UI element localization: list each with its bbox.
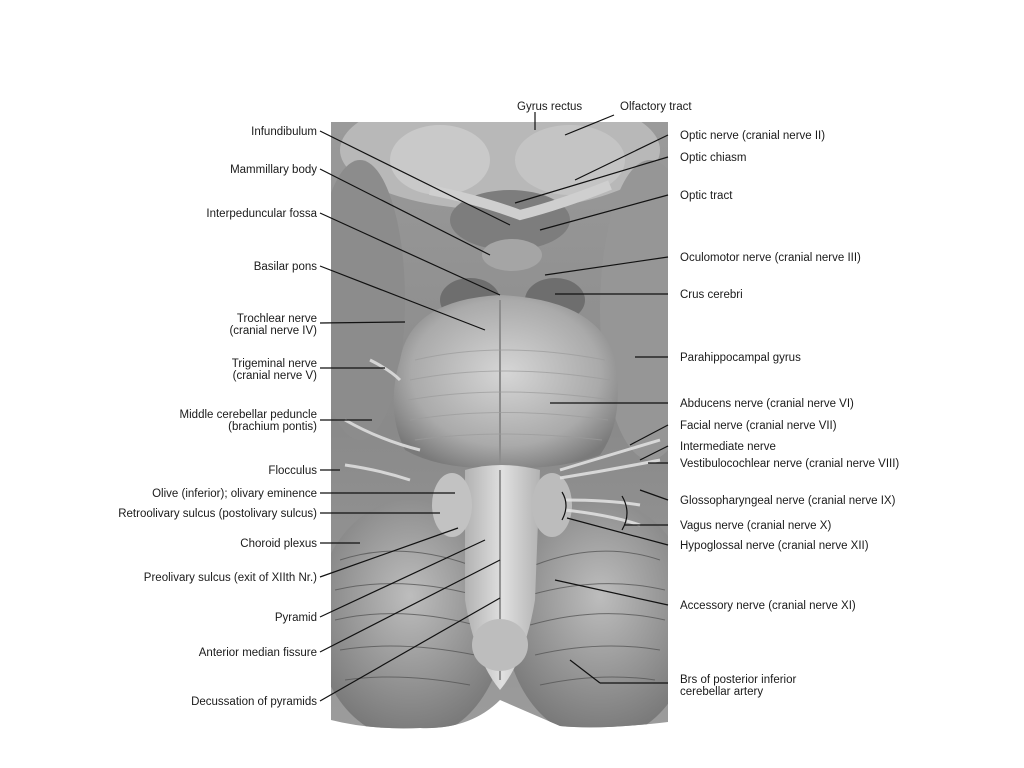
label-flocculus: Flocculus <box>268 465 317 477</box>
label-optic-nerve: Optic nerve (cranial nerve II) <box>680 130 826 142</box>
label-abducens-nerve: Abducens nerve (cranial nerve VI) <box>680 398 854 410</box>
label-pica-branches: Brs of posterior inferior <box>680 674 797 686</box>
label-optic-chiasm: Optic chiasm <box>680 152 747 164</box>
label-middle-cerebellar-peduncle-sub: (brachium pontis) <box>228 421 317 433</box>
label-intermediate-nerve: Intermediate nerve <box>680 441 776 453</box>
label-gyrus-rectus: Gyrus rectus <box>517 101 583 113</box>
label-crus-cerebri: Crus cerebri <box>680 289 743 301</box>
label-accessory-nerve: Accessory nerve (cranial nerve XI) <box>680 600 856 612</box>
label-decussation-of-pyramids: Decussation of pyramids <box>191 696 317 708</box>
label-trigeminal-nerve: Trigeminal nerve <box>231 358 317 370</box>
label-middle-cerebellar-peduncle: Middle cerebellar peduncle <box>179 409 317 421</box>
label-anterior-median-fissure: Anterior median fissure <box>198 647 317 659</box>
label-basilar-pons: Basilar pons <box>253 261 317 273</box>
label-facial-nerve: Facial nerve (cranial nerve VII) <box>680 420 837 432</box>
label-trochlear-nerve: Trochlear nerve <box>236 313 317 325</box>
label-mammillary-body: Mammillary body <box>230 164 317 176</box>
label-olfactory-tract: Olfactory tract <box>620 101 692 113</box>
label-choroid-plexus: Choroid plexus <box>240 538 317 550</box>
label-hypoglossal-nerve: Hypoglossal nerve (cranial nerve XII) <box>680 540 869 552</box>
label-oculomotor-nerve: Oculomotor nerve (cranial nerve III) <box>680 252 861 264</box>
label-pica-branches-sub: cerebellar artery <box>680 686 764 698</box>
label-vestibulocochlear-nerve: Vestibulocochlear nerve (cranial nerve VIII) <box>680 458 900 470</box>
label-parahippocampal-gyrus: Parahippocampal gyrus <box>680 352 801 364</box>
label-glossopharyngeal-nerve: Glossopharyngeal nerve (cranial nerve IX) <box>680 495 896 507</box>
specimen-photo <box>315 90 700 740</box>
label-vagus-nerve: Vagus nerve (cranial nerve X) <box>680 520 832 532</box>
label-preolivary-sulcus: Preolivary sulcus (exit of XIIth Nr.) <box>143 572 317 584</box>
label-trochlear-nerve-sub: (cranial nerve IV) <box>229 325 317 337</box>
label-pyramid: Pyramid <box>274 612 317 624</box>
label-retroolivary-sulcus: Retroolivary sulcus (postolivary sulcus) <box>118 508 317 520</box>
label-olive: Olive (inferior); olivary eminence <box>152 488 317 500</box>
label-trigeminal-nerve-sub: (cranial nerve V) <box>232 370 317 382</box>
label-infundibulum: Infundibulum <box>251 126 317 138</box>
label-interpeduncular-fossa: Interpeduncular fossa <box>206 208 317 220</box>
label-optic-tract: Optic tract <box>680 190 733 202</box>
